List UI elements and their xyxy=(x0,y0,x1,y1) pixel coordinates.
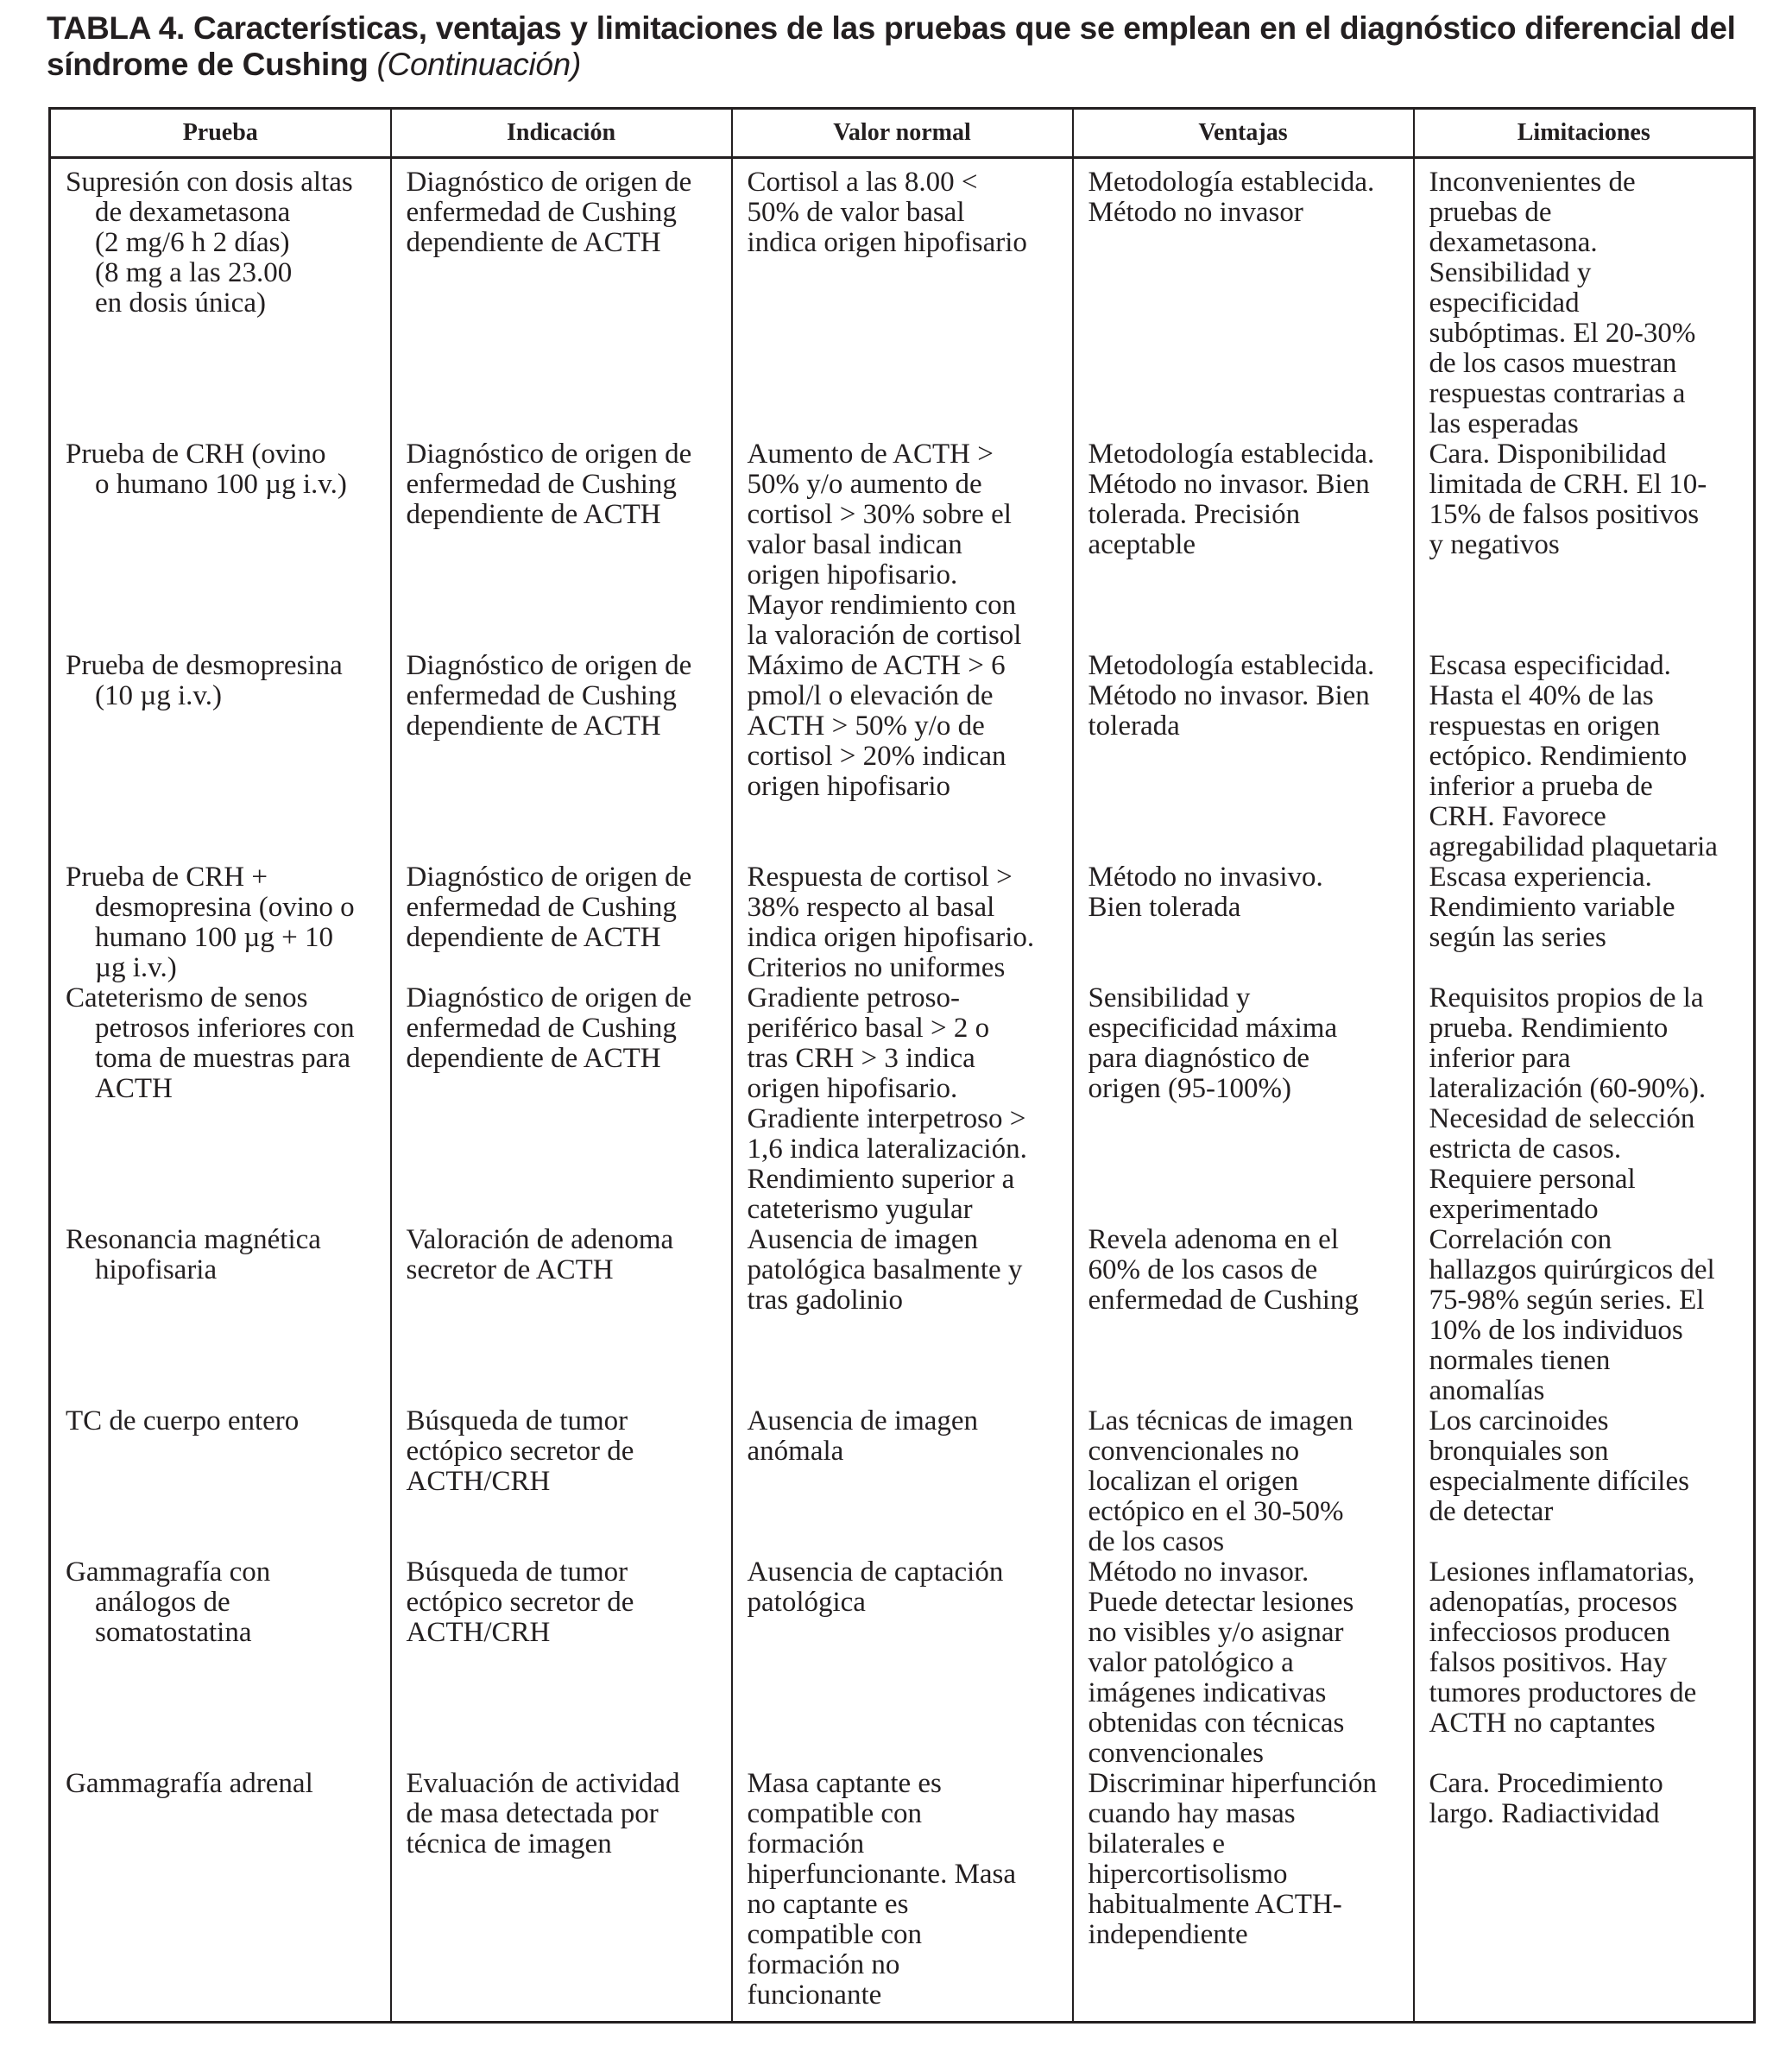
table-row xyxy=(50,1225,1755,1406)
cell-prueba: Gammagrafía adrenal xyxy=(50,1769,391,2023)
caption-title: TABLA 4. Características, ventajas y limitaciones de las pruebas que se emplean en el diagnóstico diferencial del síndrome de Cushing xyxy=(47,10,1736,82)
cell-indicacion: Diagnóstico de origen de enfermedad de Cushing dependiente de ACTH xyxy=(391,862,732,983)
table-row xyxy=(50,983,1755,1225)
cell-limitaciones: Escasa experiencia. Rendimiento variable según las series xyxy=(1414,862,1755,983)
cell-limitaciones: Cara. Procedimiento largo. Radiactividad xyxy=(1414,1769,1755,2023)
table-row xyxy=(50,439,1755,651)
diagnostic-tests-table xyxy=(48,107,1756,2024)
table-row xyxy=(50,1769,1755,2023)
cell-limitaciones: Requisitos propios de la prueba. Rendimiento inferior para lateralización (60-90%). Necesidad de selección estricta de casos. Requiere personal experimentado xyxy=(1414,983,1755,1225)
cell-valor-normal: Ausencia de imagen anómala xyxy=(732,1406,1073,1557)
cell-ventajas: Metodología establecida. Método no invasor xyxy=(1073,158,1414,440)
cell-indicacion: Diagnóstico de origen de enfermedad de Cushing dependiente de ACTH xyxy=(391,651,732,862)
cell-limitaciones: Lesiones inflamatorias, adenopatías, procesos infecciosos producen falsos positivos. Hay tumores productores de ACTH no captantes xyxy=(1414,1557,1755,1769)
cell-valor-normal: Cortisol a las 8.00 < 50% de valor basal indica origen hipofisario xyxy=(732,158,1073,440)
cell-prueba: Cateterismo de senos petrosos inferiores con toma de muestras para ACTH xyxy=(50,983,391,1225)
cell-ventajas: Metodología establecida. Método no invasor. Bien tolerada. Precisión aceptable xyxy=(1073,439,1414,651)
table-caption xyxy=(47,10,1764,83)
cell-limitaciones: Cara. Disponibilidad limitada de CRH. El 10- 15% de falsos positivos y negativos xyxy=(1414,439,1755,651)
cell-prueba: TC de cuerpo entero xyxy=(50,1406,391,1557)
table-row xyxy=(50,862,1755,983)
cell-limitaciones: Inconvenientes de pruebas de dexametasona. Sensibilidad y especificidad subóptimas. El 20-30% de los casos muestran respuestas contrarias a las esperadas xyxy=(1414,158,1755,440)
cell-indicacion: Valoración de adenoma secretor de ACTH xyxy=(391,1225,732,1406)
cell-prueba: Prueba de CRH + desmopresina (ovino o humano 100 µg + 10 µg i.v.) xyxy=(50,862,391,983)
cell-valor-normal: Máximo de ACTH > 6 pmol/l o elevación de ACTH > 50% y/o de cortisol > 20% indican origen hipofisario xyxy=(732,651,1073,862)
cell-ventajas: Metodología establecida. Método no invasor. Bien tolerada xyxy=(1073,651,1414,862)
table-row xyxy=(50,1557,1755,1769)
header-prueba: Prueba xyxy=(50,109,391,158)
cell-ventajas: Discriminar hiperfunción cuando hay masas bilaterales e hipercortisolismo habitualmente ACTH- independiente xyxy=(1073,1769,1414,2023)
cell-indicacion: Diagnóstico de origen de enfermedad de Cushing dependiente de ACTH xyxy=(391,983,732,1225)
cell-ventajas: Sensibilidad y especificidad máxima para diagnóstico de origen (95-100%) xyxy=(1073,983,1414,1225)
cell-ventajas: Método no invasivo. Bien tolerada xyxy=(1073,862,1414,983)
cell-indicacion: Diagnóstico de origen de enfermedad de Cushing dependiente de ACTH xyxy=(391,439,732,651)
cell-limitaciones: Los carcinoides bronquiales son especialmente difíciles de detectar xyxy=(1414,1406,1755,1557)
header-valor-normal: Valor normal xyxy=(732,109,1073,158)
cell-prueba: Resonancia magnética hipofisaria xyxy=(50,1225,391,1406)
table-row xyxy=(50,651,1755,862)
table-row xyxy=(50,1406,1755,1557)
cell-ventajas: Método no invasor. Puede detectar lesiones no visibles y/o asignar valor patológico a imágenes indicativas obtenidas con técnicas convencionales xyxy=(1073,1557,1414,1769)
cell-valor-normal: Masa captante es compatible con formación hiperfuncionante. Masa no captante es compatible con formación no funcionante xyxy=(732,1769,1073,2023)
cell-prueba: Prueba de desmopresina (10 µg i.v.) xyxy=(50,651,391,862)
header-limitaciones: Limitaciones xyxy=(1414,109,1755,158)
cell-valor-normal: Gradiente petroso- periférico basal > 2 o tras CRH > 3 indica origen hipofisario. Gradiente interpetroso > 1,6 indica lateralización. Rendimiento superior a cateterismo yugular xyxy=(732,983,1073,1225)
cell-prueba: Gammagrafía con análogos de somatostatina xyxy=(50,1557,391,1769)
cell-valor-normal: Ausencia de imagen patológica basalmente y tras gadolinio xyxy=(732,1225,1073,1406)
cell-ventajas: Revela adenoma en el 60% de los casos de enfermedad de Cushing xyxy=(1073,1225,1414,1406)
cell-prueba: Prueba de CRH (ovino o humano 100 µg i.v.) xyxy=(50,439,391,651)
cell-indicacion: Búsqueda de tumor ectópico secretor de ACTH/CRH xyxy=(391,1557,732,1769)
cell-prueba: Supresión con dosis altas de dexametasona (2 mg/6 h 2 días) (8 mg a las 23.00 en dosis única) xyxy=(50,158,391,440)
cell-valor-normal: Ausencia de captación patológica xyxy=(732,1557,1073,1769)
header-ventajas: Ventajas xyxy=(1073,109,1414,158)
caption-continuation: (Continuación) xyxy=(376,47,581,82)
cell-indicacion: Evaluación de actividad de masa detectada por técnica de imagen xyxy=(391,1769,732,2023)
cell-ventajas: Las técnicas de imagen convencionales no localizan el origen ectópico en el 30-50% de los casos xyxy=(1073,1406,1414,1557)
table-header-row xyxy=(50,109,1755,158)
cell-valor-normal: Aumento de ACTH > 50% y/o aumento de cortisol > 30% sobre el valor basal indican origen hipofisario. Mayor rendimiento con la valoración de cortisol xyxy=(732,439,1073,651)
cell-limitaciones: Escasa especificidad. Hasta el 40% de las respuestas en origen ectópico. Rendimiento inferior a prueba de CRH. Favorece agregabilidad plaquetaria xyxy=(1414,651,1755,862)
cell-indicacion: Diagnóstico de origen de enfermedad de Cushing dependiente de ACTH xyxy=(391,158,732,440)
cell-valor-normal: Respuesta de cortisol > 38% respecto al basal indica origen hipofisario. Criterios no uniformes xyxy=(732,862,1073,983)
cell-indicacion: Búsqueda de tumor ectópico secretor de ACTH/CRH xyxy=(391,1406,732,1557)
cell-limitaciones: Correlación con hallazgos quirúrgicos del 75-98% según series. El 10% de los individuos normales tienen anomalías xyxy=(1414,1225,1755,1406)
header-indicacion: Indicación xyxy=(391,109,732,158)
table-row xyxy=(50,158,1755,440)
